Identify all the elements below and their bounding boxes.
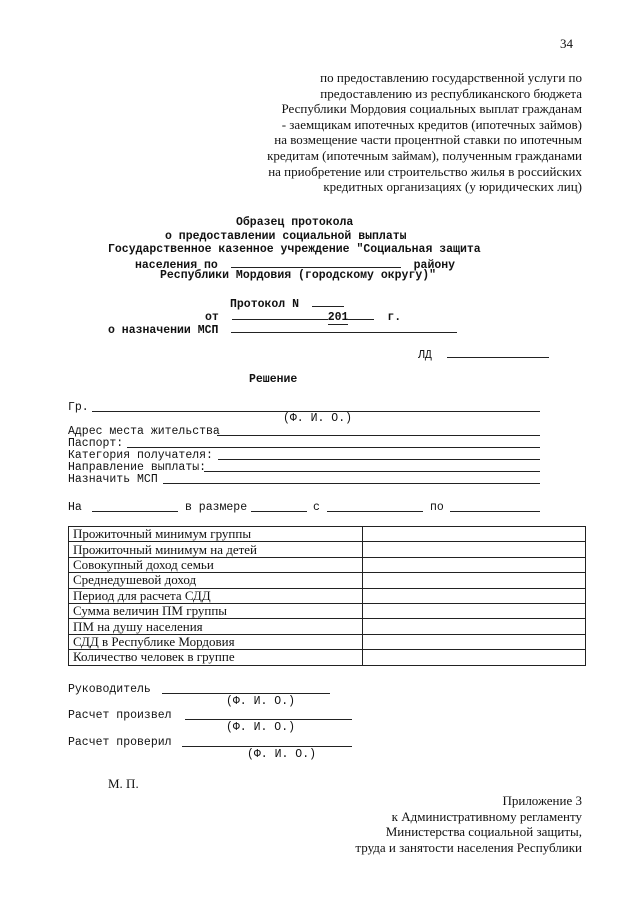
page-number: 34 [560,36,573,51]
head-fio-hint: (Ф. И. О.) [226,695,296,708]
protocol-date-year: 201 [327,311,349,324]
table-row-label: Среднедушевой доход [69,573,363,588]
table-row-value[interactable] [363,588,586,603]
period-from-label: с [313,501,320,514]
address-blank[interactable] [217,435,540,436]
table-row-value[interactable] [363,650,586,665]
header-line: - заемщикам ипотечных кредитов (ипотечных займов) [281,116,582,132]
header-line: предоставлению из республиканского бюджета [320,85,582,101]
protocol-number-blank[interactable] [312,295,344,307]
table-row-value[interactable] [363,542,586,557]
calc-checked-label: Расчет проверил [68,736,172,749]
appendix-line: к Административному регламенту [391,808,582,824]
ld-label: ЛД [418,349,432,362]
table-row-label: ПМ на душу населения [69,619,363,634]
head-label: Руководитель [68,683,151,696]
ld-line [418,346,549,362]
citizen-fio-hint: (Ф. И. О.) [283,412,353,425]
protocol-date-suffix: г. [387,311,402,324]
calculation-table [68,526,586,666]
category-label: Категория получателя: [68,449,213,462]
header-line: кредитных организациях (у юридических лиц) [323,179,582,195]
table-row-label: Прожиточный минимум группы [69,527,363,542]
table-row-label: Период для расчета СДД [69,588,363,603]
table-row-label: Совокупный доход семьи [69,557,363,572]
header-line: Республики Мордовия социальных выплат гражданам [281,101,582,117]
table-row [69,588,586,603]
table-row [69,650,586,665]
ld-blank[interactable] [447,346,549,358]
appendix-line: Приложение 3 [502,793,582,808]
stamp-label: М. П. [108,776,139,791]
assign-blank[interactable] [163,483,540,484]
table-row [69,557,586,572]
period-to-label: по [430,501,444,514]
period-amount-blank[interactable] [251,511,307,512]
table-row-value[interactable] [363,619,586,634]
address-label: Адрес места жительства [68,425,220,438]
form-subtitle: о предоставлении социальной выплаты [165,230,407,243]
district-label: населения по [135,259,218,272]
period-amount-label: в размере [185,501,248,514]
table-row [69,603,586,618]
table-row-value[interactable] [363,573,586,588]
table-row [69,619,586,634]
direction-label: Направление выплаты: [68,461,207,474]
header-line: на приобретение или строительство жилья в российских [268,163,582,179]
appendix-line: труда и занятости населения Республики [355,839,582,855]
table-row-value[interactable] [363,603,586,618]
msp-line [108,321,457,337]
table-row [69,573,586,588]
district-blank[interactable] [231,256,401,268]
msp-blank[interactable] [231,321,457,333]
protocol-date-from: от [205,311,219,324]
table-row [69,634,586,649]
decision-title: Решение [249,373,298,386]
header-reference [267,70,582,195]
category-blank[interactable] [218,459,540,460]
calc-checked-fio-hint: (Ф. И. О.) [247,748,317,761]
protocol-date-blank[interactable] [232,308,328,320]
appendix-reference [355,793,582,855]
institution-name: Государственное казенное учреждение "Социальная защита [108,243,481,256]
header-line: на возмещение части процентной ставки по ипотечным [274,132,582,148]
direction-blank[interactable] [204,471,540,472]
passport-blank[interactable] [127,447,540,448]
calc-made-signature-blank[interactable] [185,719,352,720]
head-signature-blank[interactable] [162,693,330,694]
district-suffix: району [413,259,456,272]
appendix-line: Министерства социальной защиты, [385,824,582,840]
calc-made-label: Расчет произвел [68,709,172,722]
period-to-blank[interactable] [450,511,540,512]
period-na-label: На [68,501,82,514]
table-row-label: Прожиточный минимум на детей [69,542,363,557]
header-line: по предоставлению государственной услуги по [320,70,582,85]
protocol-year-blank[interactable] [348,308,374,320]
header-line: кредитам (ипотечным займам), полученным гражданами [267,147,582,163]
table-row-label: Сумма величин ПМ группы [69,603,363,618]
citizen-label: Гр. [68,401,89,414]
table-row-value[interactable] [363,527,586,542]
msp-label: о назначении МСП [108,324,219,337]
table-row-label: СДД в Республике Мордовия [69,634,363,649]
calc-checked-signature-blank[interactable] [182,746,352,747]
protocol-number-label: Протокол N [230,298,300,311]
period-from-blank[interactable] [327,511,423,512]
republic-line: Республики Мордовия (городскому округу)" [160,269,437,282]
calc-made-fio-hint: (Ф. И. О.) [226,721,296,734]
passport-label: Паспорт: [68,437,124,450]
assign-label: Назначить МСП [68,473,158,486]
table-row [69,527,586,542]
table-row-value[interactable] [363,557,586,572]
table-row-label: Количество человек в группе [69,650,363,665]
table-row-value[interactable] [363,634,586,649]
table-row [69,542,586,557]
form-title: Образец протокола [236,216,354,229]
period-na-blank[interactable] [92,511,178,512]
